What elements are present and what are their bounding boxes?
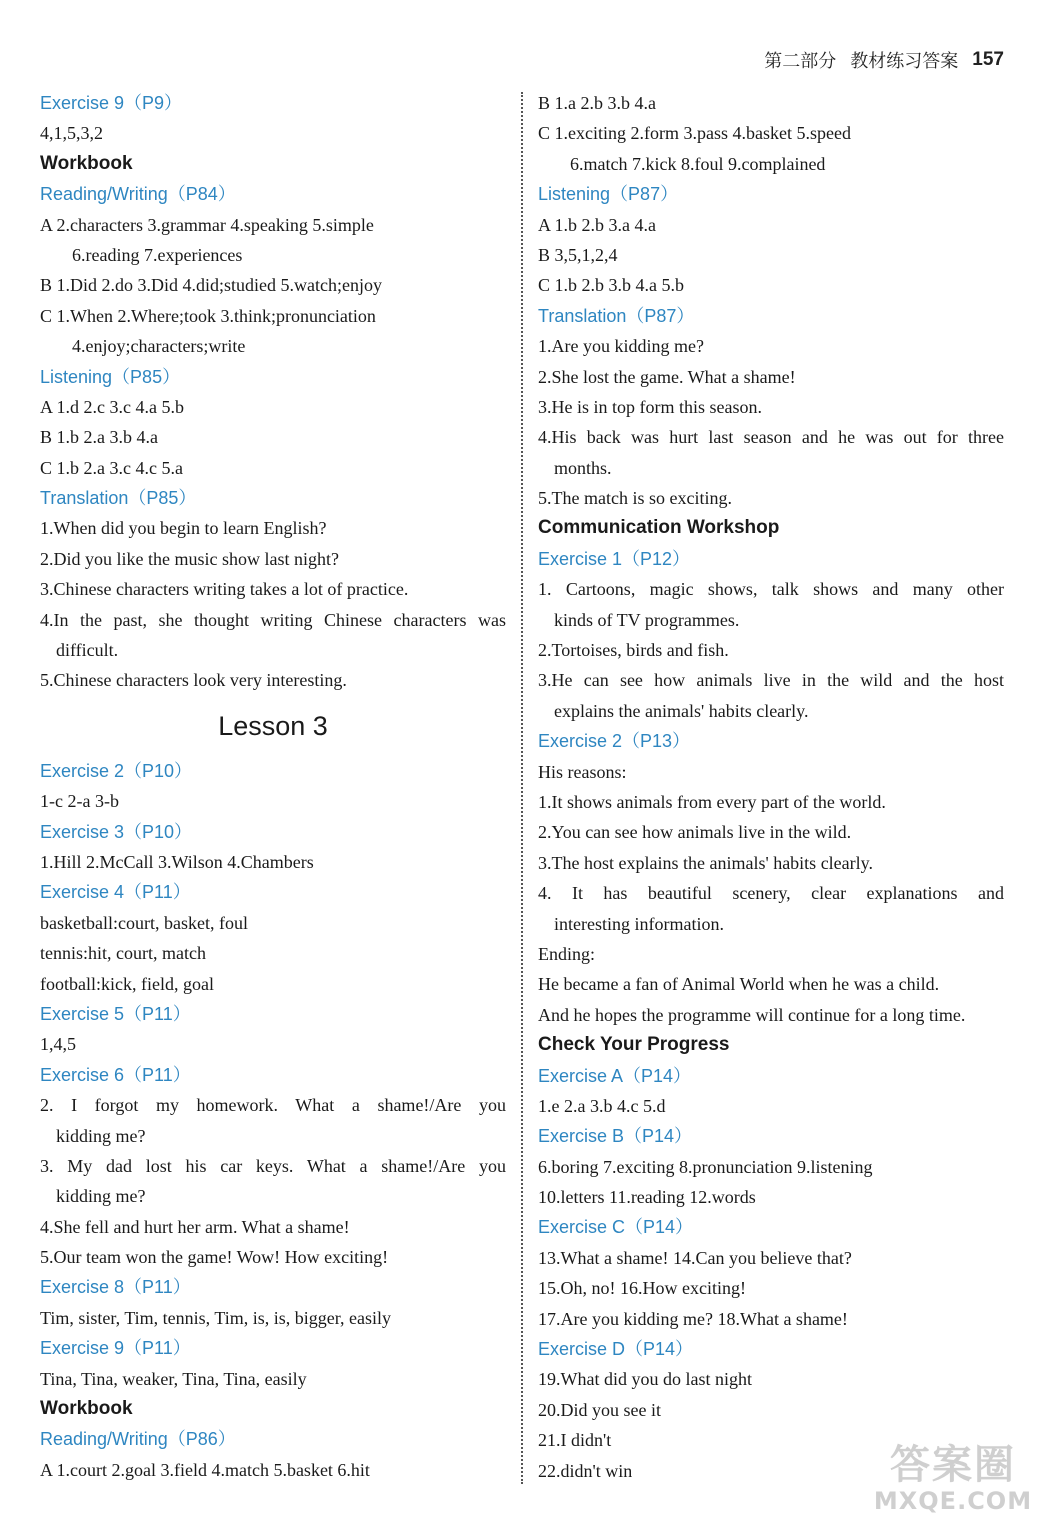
answer-line: 1.When did you begin to learn English? — [40, 518, 327, 539]
section-heading: Exercise 8（P11） — [40, 1277, 191, 1298]
answer-line: 6.match 7.kick 8.foul 9.complained — [570, 153, 826, 174]
answer-line: 3.Chinese characters writing takes a lot of practice. — [40, 579, 409, 600]
answer-line: A 1.b 2.b 3.a 4.a — [538, 214, 656, 235]
answer-line: A 2.characters 3.grammar 4.speaking 5.simple — [40, 214, 374, 235]
answer-line: B 1.Did 2.do 3.Did 4.did;studied 5.watch;enjoy — [40, 275, 382, 296]
section-heading: Exercise 4（P11） — [40, 882, 191, 903]
column-divider — [521, 92, 523, 1484]
page-number: 157 — [972, 49, 1004, 70]
answer-line: 5.The match is so exciting. — [538, 488, 732, 509]
answer-line: football:kick, field, goal — [40, 973, 214, 994]
answer-line: basketball:court, basket, foul — [40, 912, 248, 933]
section-heading: Exercise 9（P11） — [40, 1338, 191, 1359]
part-heading: Check Your Progress — [538, 1034, 730, 1056]
answer-line: 1. Cartoons, magic shows, talk shows and many other — [538, 579, 1004, 600]
answer-line: 4. It has beautiful scenery, clear explanations and — [538, 883, 1004, 904]
answer-line: months. — [554, 457, 612, 478]
answer-line: 6.boring 7.exciting 8.pronunciation 9.listening — [538, 1156, 873, 1177]
section-heading: Exercise 5（P11） — [40, 1003, 191, 1024]
section-heading: Listening（P85） — [40, 366, 181, 387]
answer-line: C 1.When 2.Where;took 3.think;pronunciation — [40, 305, 376, 326]
answer-line: A 1.court 2.goal 3.field 4.match 5.basket 6.hit — [40, 1459, 370, 1480]
section-heading: Exercise 1（P12） — [538, 548, 691, 569]
answer-line: kidding me? — [56, 1125, 146, 1146]
answer-line: B 3,5,1,2,4 — [538, 244, 618, 265]
part-heading: Workbook — [40, 152, 133, 174]
answer-line: 1-c 2-a 3-b — [40, 791, 119, 812]
watermark-line2: MXQE.COM — [873, 1487, 1033, 1515]
header-section: 第二部分 — [764, 51, 837, 72]
section-heading: Exercise 9（P9） — [40, 93, 183, 113]
section-heading: Exercise B（P14） — [538, 1126, 693, 1147]
section-heading: Exercise 6（P11） — [40, 1064, 191, 1085]
answer-line: B 1.b 2.a 3.b 4.a — [40, 427, 158, 448]
answer-line: 3.He can see how animals live in the wild and the host — [538, 670, 1004, 691]
answer-line: 22.didn't win — [538, 1460, 633, 1481]
answer-line: 19.What did you do last night — [538, 1369, 752, 1390]
answer-line: 20.Did you see it — [538, 1399, 661, 1420]
answer-line: 2.Tortoises, birds and fish. — [538, 640, 729, 661]
section-heading: Exercise 3（P10） — [40, 821, 193, 842]
answer-line: difficult. — [56, 640, 119, 661]
answer-line: 2.Did you like the music show last night? — [40, 548, 339, 569]
section-heading: Exercise D（P14） — [538, 1339, 694, 1360]
section-heading: Exercise 2（P10） — [40, 760, 193, 781]
answer-line: C 1.exciting 2.form 3.pass 4.basket 5.speed — [538, 123, 851, 144]
answer-line: Tim, sister, Tim, tennis, Tim, is, is, bigger, easily — [40, 1307, 391, 1328]
answer-line: 3.The host explains the animals' habits clearly. — [538, 852, 873, 873]
lesson-title: Lesson 3 — [218, 710, 328, 741]
answer-line: 3. My dad lost his car keys. What a shame!/Are you — [40, 1155, 506, 1176]
section-heading: Exercise C（P14） — [538, 1217, 694, 1238]
answer-line: A 1.d 2.c 3.c 4.a 5.b — [40, 396, 184, 417]
answer-line: And he hopes the programme will continue for a long time. — [538, 1004, 966, 1025]
part-heading: Workbook — [40, 1398, 133, 1420]
answer-line: 1.Hill 2.McCall 3.Wilson 4.Chambers — [40, 851, 314, 872]
answer-line: 21.I didn't — [538, 1430, 612, 1451]
watermark-line1: 答案圈 — [890, 1442, 1016, 1488]
section-heading: Translation（P85） — [40, 488, 197, 509]
answer-line: He became a fan of Animal World when he was a child. — [538, 974, 940, 995]
answer-line: 17.Are you kidding me? 18.What a shame! — [538, 1308, 848, 1329]
answer-line: interesting information. — [554, 913, 724, 934]
answer-line: 5.Chinese characters look very interesting. — [40, 670, 347, 691]
answer-line: kidding me? — [56, 1186, 146, 1207]
answer-line: 1.e 2.a 3.b 4.c 5.d — [538, 1095, 666, 1116]
watermark-logo — [868, 1442, 1038, 1522]
answer-line: 4,1,5,3,2 — [40, 123, 103, 144]
answer-line: B 1.a 2.b 3.b 4.a — [538, 93, 656, 113]
answer-line: 10.letters 11.reading 12.words — [538, 1187, 756, 1208]
answer-line: 2.You can see how animals live in the wild. — [538, 822, 852, 843]
answer-line: 4.His back was hurt last season and he was out for three — [538, 427, 1004, 448]
right-column — [538, 88, 1004, 1486]
answer-line: tennis:hit, court, match — [40, 943, 206, 964]
answer-line: 1.It shows animals from every part of the world. — [538, 791, 886, 812]
answer-line: C 1.b 2.b 3.b 4.a 5.b — [538, 275, 684, 296]
section-heading: Translation（P87） — [538, 305, 695, 326]
section-heading: Exercise A（P14） — [538, 1065, 692, 1086]
page-header — [764, 44, 1004, 76]
answer-line: explains the animals' habits clearly. — [554, 700, 809, 721]
answer-line: 15.Oh, no! 16.How exciting! — [538, 1278, 746, 1299]
answer-line: 1,4,5 — [40, 1034, 76, 1055]
answer-line: C 1.b 2.a 3.c 4.c 5.a — [40, 457, 183, 478]
left-column — [40, 88, 506, 1485]
section-heading: Reading/Writing（P86） — [40, 1429, 236, 1450]
answer-line: 4.In the past, she thought writing Chinese characters was — [40, 609, 506, 630]
part-heading: Communication Workshop — [538, 517, 780, 539]
header-subtitle: 教材练习答案 — [850, 51, 959, 72]
answer-line: His reasons: — [538, 761, 627, 782]
section-heading: Listening（P87） — [538, 184, 679, 205]
answer-line: 5.Our team won the game! Wow! How exciting! — [40, 1247, 389, 1268]
answer-line: Tina, Tina, weaker, Tina, Tina, easily — [40, 1368, 307, 1389]
answer-line: 2. I forgot my homework. What a shame!/Are you — [40, 1095, 506, 1116]
answer-line: 4.enjoy;characters;write — [72, 336, 246, 357]
answer-line: 3.He is in top form this season. — [538, 396, 762, 417]
answer-line: 1.Are you kidding me? — [538, 336, 704, 357]
answer-line: 4.She fell and hurt her arm. What a shame! — [40, 1216, 350, 1237]
answer-line: 6.reading 7.experiences — [72, 244, 243, 265]
section-heading: Exercise 2（P13） — [538, 731, 691, 752]
answer-line: kinds of TV programmes. — [554, 609, 740, 630]
answer-line: 13.What a shame! 14.Can you believe that? — [538, 1247, 852, 1268]
answer-line: 2.She lost the game. What a shame! — [538, 366, 796, 387]
section-heading: Reading/Writing（P84） — [40, 184, 236, 205]
answer-line: Ending: — [538, 943, 595, 964]
